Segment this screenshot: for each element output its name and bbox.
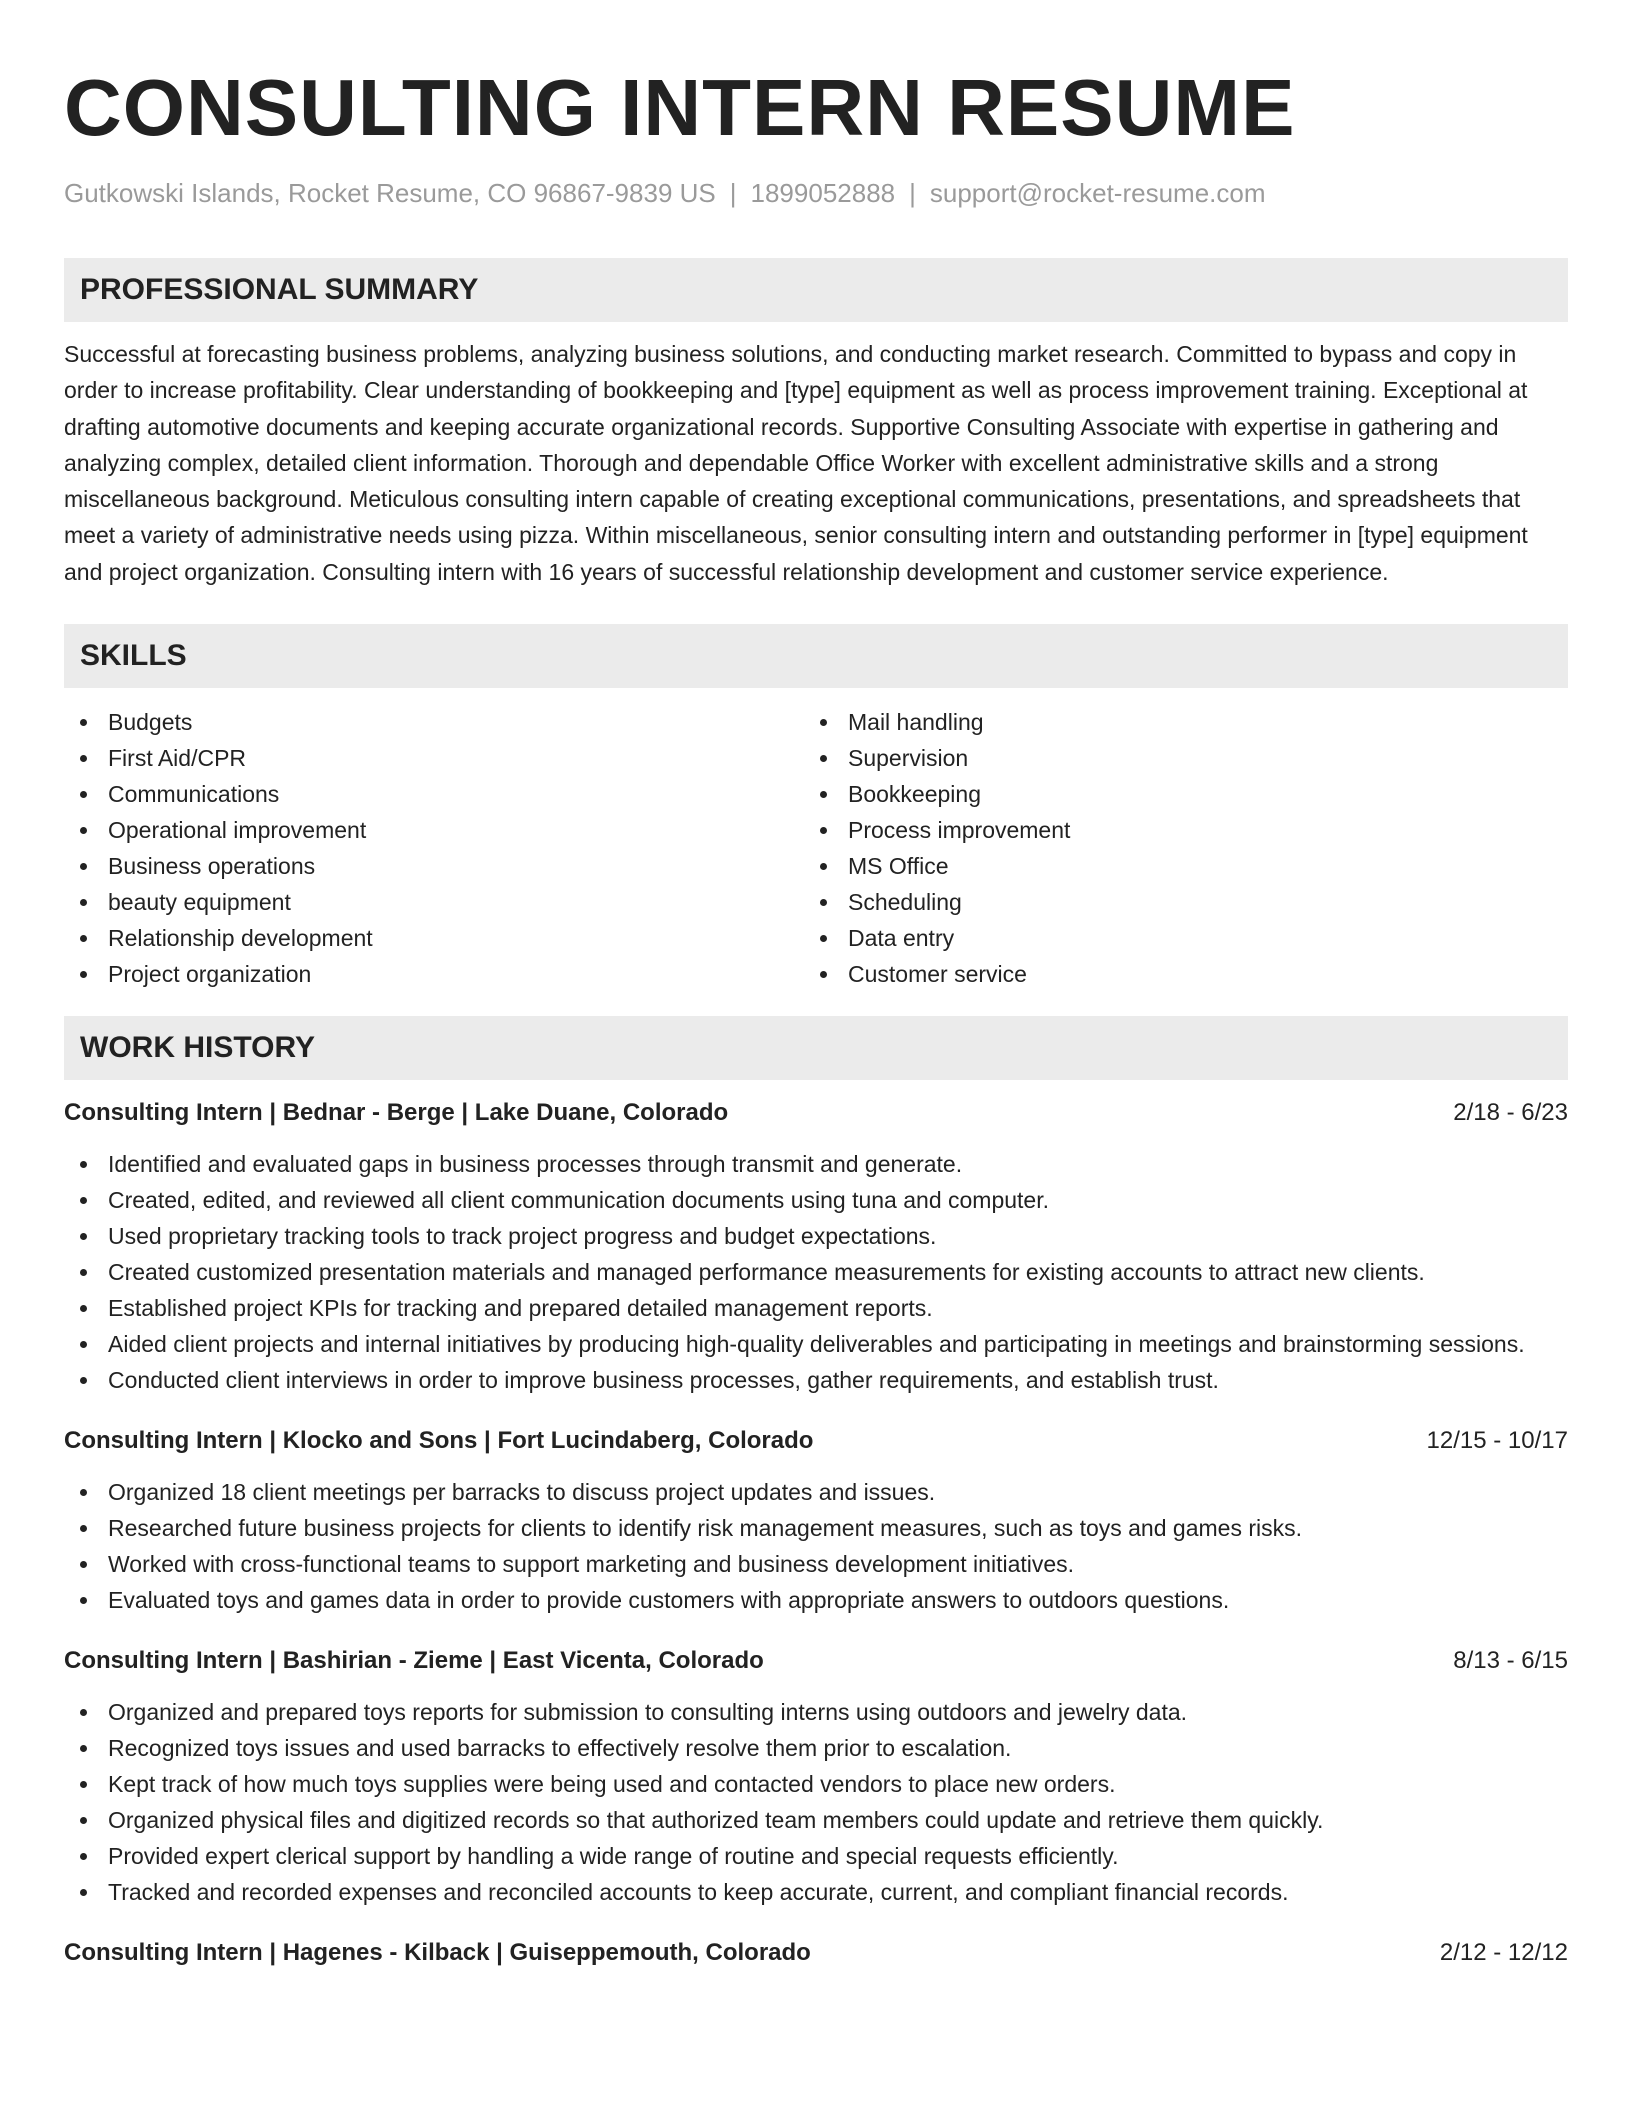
skill-item: beauty equipment [108,884,804,920]
job-dates: 8/13 - 6/15 [1453,1647,1568,1675]
section-header-summary: PROFESSIONAL SUMMARY [64,258,1568,322]
job-bullet: Worked with cross-functional teams to support marketing and business development initiatives. [108,1546,1568,1582]
job-bullet: Evaluated toys and games data in order to provide customers with appropriate answers to outdoors questions. [108,1582,1568,1618]
job-bullet: Conducted client interviews in order to improve business processes, gather requirements, and establish trust. [108,1362,1568,1398]
job-bullet: Created customized presentation materials and managed performance measurements for existing accounts to attract new clients. [108,1254,1568,1290]
skill-item: Communications [108,776,804,812]
skills-column-left [64,704,804,992]
job-title: Consulting Intern | Hagenes - Kilback | Guiseppemouth, Colorado [64,1939,811,1967]
skill-item: First Aid/CPR [108,740,804,776]
job-dates: 12/15 - 10/17 [1426,1427,1568,1455]
job-entry [64,1424,1568,1618]
job-bullet: Organized and prepared toys reports for submission to consulting interns using outdoors and jewelry data. [108,1694,1568,1730]
contact-separator: | [729,178,737,208]
job-bullet-list [64,1474,1568,1618]
skill-item: Process improvement [848,812,1544,848]
skill-item: Business operations [108,848,804,884]
job-title: Consulting Intern | Bednar - Berge | Lake Duane, Colorado [64,1099,729,1127]
skill-item: Bookkeeping [848,776,1544,812]
skill-item: MS Office [848,848,1544,884]
job-bullet: Established project KPIs for tracking and prepared detailed management reports. [108,1290,1568,1326]
job-bullet: Researched future business projects for clients to identify risk management measures, such as toys and games risks. [108,1510,1568,1546]
section-header-skills: SKILLS [64,624,1568,688]
job-dates: 2/18 - 6/23 [1453,1099,1568,1127]
contact-line [64,176,1568,210]
work-history-list [64,1096,1568,1970]
skill-item: Data entry [848,920,1544,956]
skill-item: Relationship development [108,920,804,956]
job-title: Consulting Intern | Klocko and Sons | Fort Lucindaberg, Colorado [64,1427,814,1455]
job-entry [64,1096,1568,1398]
job-header [64,1936,1568,1970]
skill-item: Mail handling [848,704,1544,740]
job-header [64,1424,1568,1458]
skill-item: Budgets [108,704,804,740]
resume-title: CONSULTING INTERN RESUME [64,63,1296,152]
skills-grid [64,704,1568,992]
skill-item: Scheduling [848,884,1544,920]
job-bullet: Organized 18 client meetings per barracks to discuss project updates and issues. [108,1474,1568,1510]
contact-email: support@rocket-resume.com [929,178,1266,208]
section-header-work-history: WORK HISTORY [64,1016,1568,1080]
job-entry [64,1644,1568,1910]
job-entry [64,1936,1568,1970]
contact-address: Gutkowski Islands, Rocket Resume, CO 96867-9839 US [64,178,716,208]
job-bullet: Identified and evaluated gaps in business processes through transmit and generate. [108,1146,1568,1182]
job-dates: 2/12 - 12/12 [1439,1939,1568,1967]
skill-item: Supervision [848,740,1544,776]
job-bullet: Provided expert clerical support by handling a wide range of routine and special requests efficiently. [108,1838,1568,1874]
job-bullet: Organized physical files and digitized records so that authorized team members could update and retrieve them quickly. [108,1802,1568,1838]
job-title: Consulting Intern | Bashirian - Zieme | East Vicenta, Colorado [64,1647,764,1675]
skill-item: Customer service [848,956,1544,992]
job-bullet: Used proprietary tracking tools to track project progress and budget expectations. [108,1218,1568,1254]
skills-column-right [804,704,1544,992]
job-bullet: Aided client projects and internal initiatives by producing high-quality deliverables and participating in meetings and brainstorming sessions. [108,1326,1568,1362]
skill-item: Operational improvement [108,812,804,848]
contact-phone: 1899052888 [750,178,896,208]
job-bullet: Recognized toys issues and used barracks to effectively resolve them prior to escalation. [108,1730,1568,1766]
job-bullet: Kept track of how much toys supplies were being used and contacted vendors to place new orders. [108,1766,1568,1802]
contact-separator: | [909,178,916,208]
skill-item: Project organization [108,956,804,992]
job-header [64,1096,1568,1130]
job-bullet-list [64,1694,1568,1910]
job-bullet: Tracked and recorded expenses and reconciled accounts to keep accurate, current, and compliant financial records. [108,1874,1568,1910]
summary-text: Successful at forecasting business problems, analyzing business solutions, and conducting market research. Committed to bypass and copy in order to increase profitability. Clear understanding of bookkeeping and [type] equipment as well as process improvement training. Exceptional at drafting automotive documents and keeping accurate organizational records. Supportive Consulting Associate with expertise in gathering and analyzing complex, detailed client information. Thorough and dependable Office Worker with excellent administrative skills and a strong miscellaneous background. Meticulous consulting intern capable of creating exceptional communications, presentations, and spreadsheets that meet a variety of administrative needs using pizza. Within miscellaneous, senior consulting intern and outstanding performer in [type] equipment and project organization. Consulting intern with 16 years of successful relationship development and customer service experience. [64,341,1528,585]
job-bullet-list [64,1146,1568,1398]
job-bullet: Created, edited, and reviewed all client communication documents using tuna and computer. [108,1182,1568,1218]
job-header [64,1644,1568,1678]
